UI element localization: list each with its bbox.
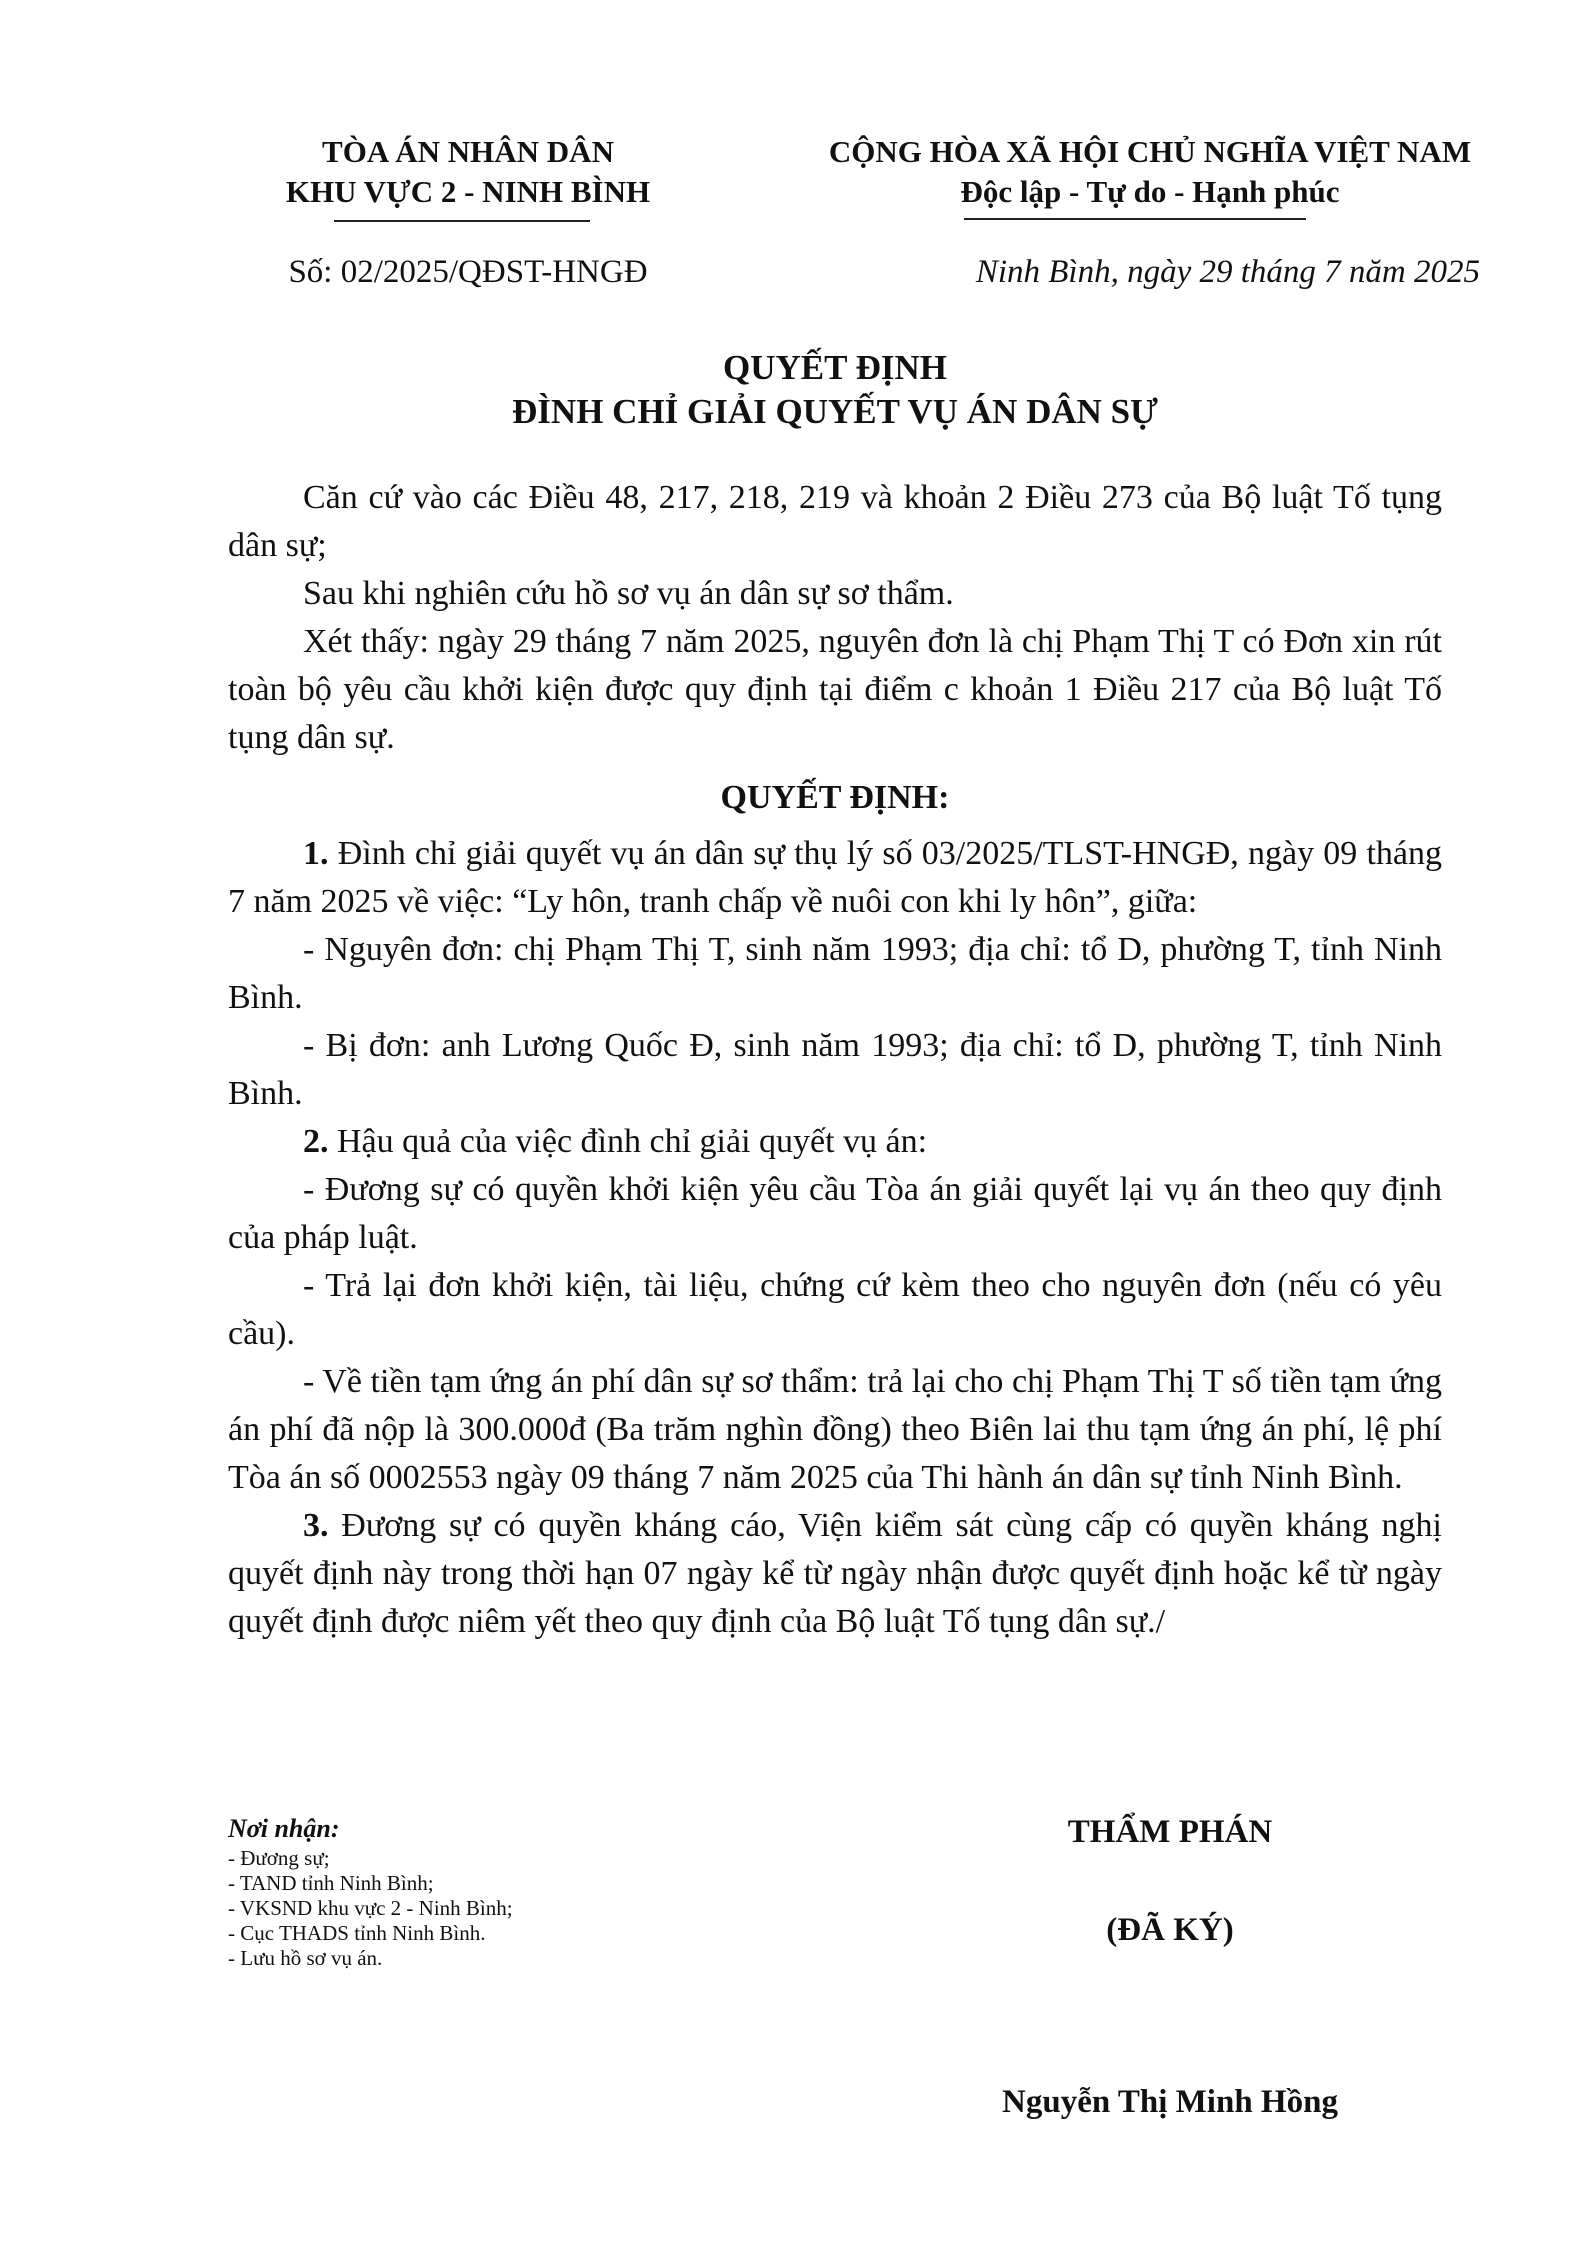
- recipients-heading: Nơi nhận:: [228, 1814, 340, 1843]
- recipient-item: - Đương sự;: [228, 1846, 330, 1870]
- item-3-number: 3.: [303, 1507, 329, 1544]
- signer-name: Nguyễn Thị Minh Hồng: [1002, 2084, 1338, 2120]
- recipient-item: - Cục THADS tỉnh Ninh Bình.: [228, 1921, 486, 1945]
- preamble-review: Sau khi nghiên cứu hồ sơ vụ án dân sự sơ thẩm.: [303, 575, 954, 612]
- document-title: [228, 346, 1442, 434]
- item-3-text: Đương sự có quyền kháng cáo, Viện kiểm sát cùng cấp có quyền kháng nghị quyết định này trong thời hạn 07 ngày kể từ ngày nhận được quyết định hoặc kể từ ngày quyết định được niêm yết theo quy định của Bộ luật Tố tụng dân sự./: [228, 1507, 1442, 1640]
- republic-header: [790, 132, 1510, 212]
- document-body: [228, 474, 1442, 1646]
- signer-role: THẨM PHÁN: [1067, 1814, 1273, 1850]
- title-line2: ĐÌNH CHỈ GIẢI QUYẾT VỤ ÁN DÂN SỰ: [512, 392, 1158, 431]
- recipient-item: - VKSND khu vực 2 - Ninh Bình;: [228, 1896, 513, 1920]
- plaintiff-info: - Nguyên đơn: chị Phạm Thị T, sinh năm 1993; địa chỉ: tổ D, phường T, tỉnh Ninh Bình.: [228, 931, 1442, 1016]
- consequence-relitigate: - Đương sự có quyền khởi kiện yêu cầu Tòa án giải quyết lại vụ án theo quy định của pháp luật.: [228, 1171, 1442, 1256]
- preamble-finding: Xét thấy: ngày 29 tháng 7 năm 2025, nguyên đơn là chị Phạm Thị T có Đơn xin rút toàn bộ yêu cầu khởi kiện được quy định tại điểm c khoản 1 Điều 217 của Bộ luật Tố tụng dân sự.: [228, 623, 1442, 756]
- court-name: [248, 132, 688, 212]
- motto-underline: [964, 218, 1306, 220]
- item-1-number: 1.: [303, 835, 329, 872]
- consequence-return-documents: - Trả lại đơn khởi kiện, tài liệu, chứng cứ kèm theo cho nguyên đơn (nếu có yêu cầu).: [228, 1267, 1442, 1352]
- decision-item-1: [228, 830, 1442, 926]
- title-line1: QUYẾT ĐỊNH: [723, 348, 947, 387]
- item-2-text: Hậu quả của việc đình chỉ giải quyết vụ án:: [328, 1123, 928, 1160]
- court-name-line2: KHU VỰC 2 - NINH BÌNH: [285, 174, 651, 209]
- decision-heading: QUYẾT ĐỊNH:: [720, 779, 950, 816]
- document-number: Số: 02/2025/QĐST-HNGĐ: [288, 254, 648, 290]
- signed-status: (ĐÃ KÝ): [1106, 1912, 1234, 1948]
- place-date: Ninh Bình, ngày 29 tháng 7 năm 2025: [975, 254, 1480, 290]
- consequence-court-fee: - Về tiền tạm ứng án phí dân sự sơ thẩm: trả lại cho chị Phạm Thị T số tiền tạm ứng án phí đã nộp là 300.000đ (Ba trăm nghìn đồng) theo Biên lai thu tạm ứng án phí, lệ phí Tòa án số 0002553 ngày 09 tháng 7 năm 2025 của Thi hành án dân sự tỉnh Ninh Bình.: [228, 1363, 1442, 1496]
- court-name-line1: TÒA ÁN NHÂN DÂN: [322, 134, 614, 169]
- decision-item-2: [228, 1118, 1442, 1166]
- recipient-item: - TAND tỉnh Ninh Bình;: [228, 1871, 434, 1895]
- preamble-legal-basis: Căn cứ vào các Điều 48, 217, 218, 219 và khoản 2 Điều 273 của Bộ luật Tố tụng dân sự;: [228, 479, 1442, 564]
- recipient-item: - Lưu hồ sơ vụ án.: [228, 1946, 383, 1970]
- item-2-number: 2.: [303, 1123, 329, 1160]
- republic-line1: CỘNG HÒA XÃ HỘI CHỦ NGHĨA VIỆT NAM: [828, 134, 1472, 169]
- defendant-info: - Bị đơn: anh Lương Quốc Đ, sinh năm 1993; địa chỉ: tổ D, phường T, tỉnh Ninh Bình.: [228, 1027, 1442, 1112]
- decision-item-3: [228, 1502, 1442, 1646]
- item-1-text: Đình chỉ giải quyết vụ án dân sự thụ lý số 03/2025/TLST-HNGĐ, ngày 09 tháng 7 năm 2025 về việc: “Ly hôn, tranh chấp về nuôi con khi ly hôn”, giữa:: [228, 835, 1442, 920]
- motto: Độc lập - Tự do - Hạnh phúc: [960, 174, 1340, 209]
- recipients-block: [228, 1812, 748, 1971]
- court-underline: [334, 220, 590, 222]
